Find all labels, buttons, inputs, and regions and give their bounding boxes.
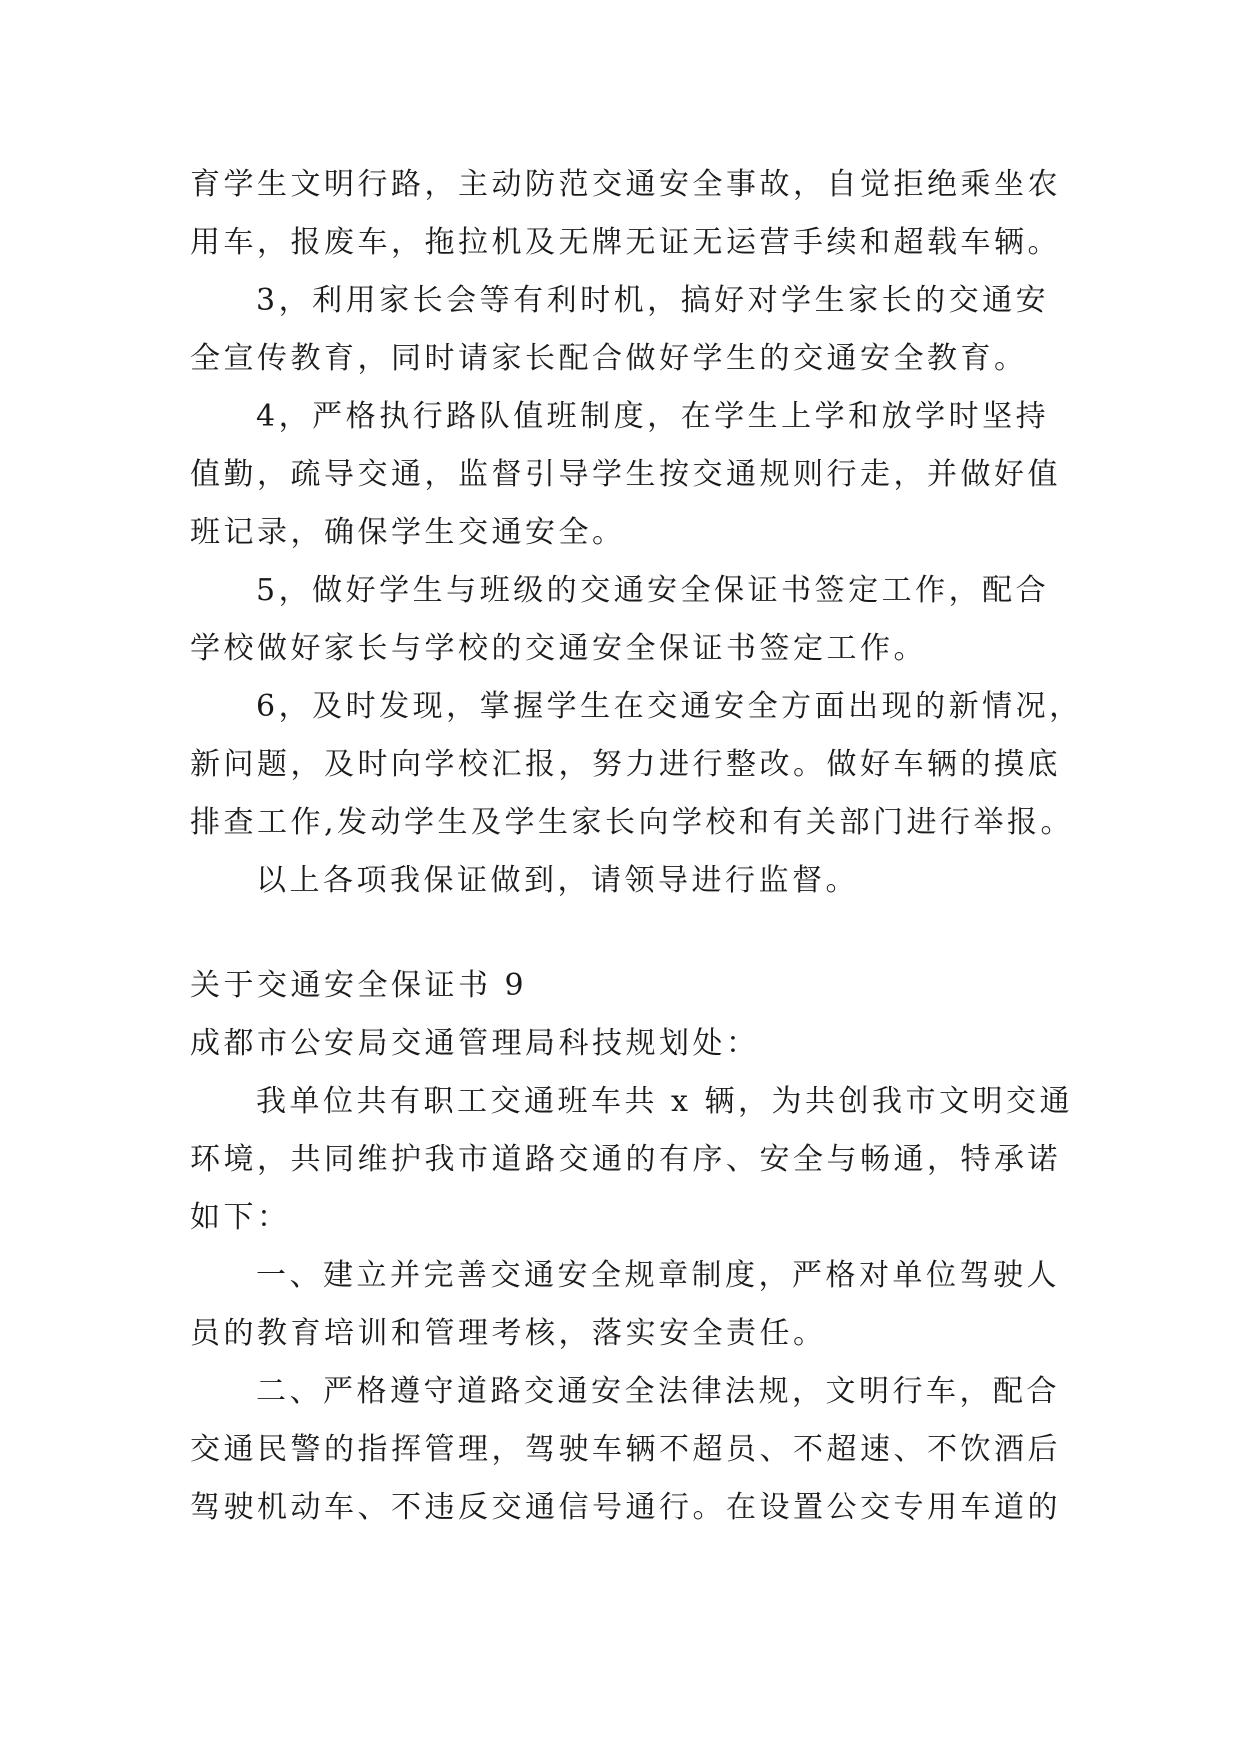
body-text-section-1 [190, 156, 1083, 910]
paragraph-item-4: 4，严格执行路队值班制度，在学生上学和放学时坚持 [256, 399, 1050, 434]
paragraph-item-3: 3，利用家长会等有利时机，搞好对学生家长的交通安 [256, 283, 1050, 318]
paragraph-item-6: 6，及时发现，掌握学生在交通安全方面出现的新情况， [256, 689, 1083, 724]
section-title: 关于交通安全保证书 9 [190, 968, 528, 1003]
text-line: 如下： [190, 1200, 291, 1235]
text-line: 全宣传教育，同时请家长配合做好学生的交通安全教育。 [190, 341, 1028, 376]
text-line: 新问题，及时向学校汇报，努力进行整改。做好车辆的摸底 [190, 747, 1061, 782]
text-line: 班记录，确保学生交通安全。 [190, 515, 626, 550]
text-line: 交通民警的指挥管理，驾驶车辆不超员、不超速、不饮酒后 [190, 1432, 1061, 1467]
commitment-item-1: 一、建立并完善交通安全规章制度，严格对单位驾驶人 [256, 1258, 1060, 1293]
text-line: 育学生文明行路，主动防范交通安全事故，自觉拒绝乘坐农 [190, 167, 1061, 202]
text-line: 员的教育培训和管理考核，落实安全责任。 [190, 1316, 827, 1351]
commitment-item-2: 二、严格遵守道路交通安全法律法规，文明行车，配合 [256, 1374, 1060, 1409]
body-text-section-2 [190, 957, 1073, 1537]
text-line: 值勤，疏导交通，监督引导学生按交通规则行走，并做好值 [190, 457, 1061, 492]
text-line: 环境，共同维护我市道路交通的有序、安全与畅通，特承诺 [190, 1142, 1061, 1177]
paragraph-item-5: 5，做好学生与班级的交通安全保证书签定工作，配合 [256, 573, 1050, 608]
text-line: 排查工作,发动学生及学生家长向学校和有关部门进行举报。 [190, 805, 1075, 840]
addressee: 成都市公安局交通管理局科技规划处： [190, 1026, 760, 1061]
intro-paragraph: 我单位共有职工交通班车共 x 辆，为共创我市文明交通 [256, 1084, 1073, 1119]
text-line: 用车，报废车，拖拉机及无牌无证无运营手续和超载车辆。 [190, 225, 1061, 260]
text-line: 学校做好家长与学校的交通安全保证书签定工作。 [190, 631, 927, 666]
text-line: 驾驶机动车、不违反交通信号通行。在设置公交专用车道的 [190, 1490, 1061, 1525]
closing-statement: 以上各项我保证做到，请领导进行监督。 [256, 863, 859, 898]
